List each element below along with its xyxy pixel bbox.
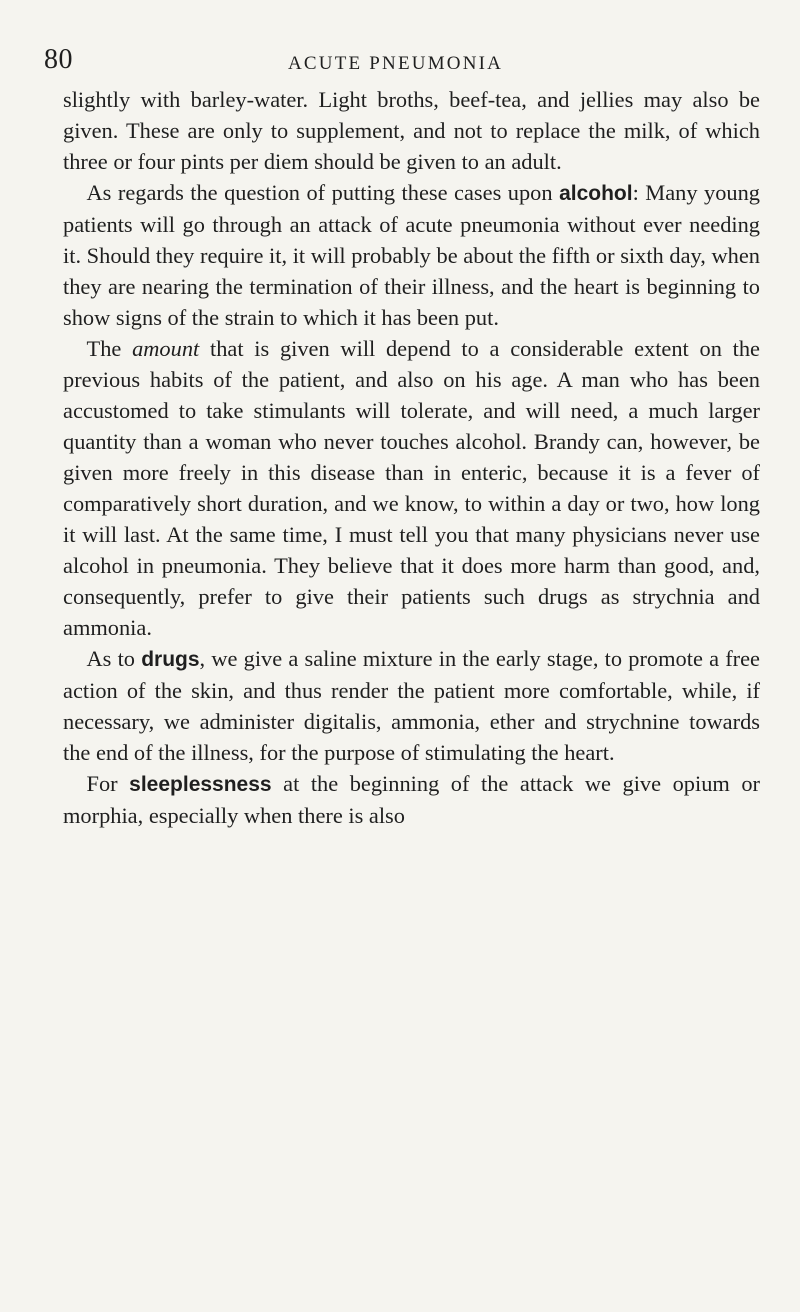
page-number: 80 bbox=[44, 44, 73, 75]
subject-heading-sleeplessness: sleeplessness bbox=[129, 773, 272, 796]
emphasis-amount: amount bbox=[132, 336, 200, 361]
paragraph-amount bbox=[63, 333, 760, 643]
paragraph-sleeplessness bbox=[63, 768, 760, 831]
paragraph-text: , we give a saline mixture in the early stage, to promote a free action of the skin, and thus render the patient more comfortable, while, if necessary, we administer digitalis, ammonia, ether and strychnine towards the end of the illness, for the purpose of stimulating the heart. bbox=[63, 646, 760, 765]
paragraph-text-intro: As regards the question of putting these cases upon bbox=[86, 180, 560, 205]
subject-heading-drugs: drugs bbox=[141, 648, 200, 671]
paragraph-drugs bbox=[63, 643, 760, 768]
paragraph-text: that is given will depend to a considerable extent on the previous habits of the patient, and also on his age. A man who has been accustomed to take stimulants will tolerate, and will need, a much larger quantity than a woman who never touches alcohol. Brandy can, however, be given more freely in this disease than in enteric, because it is a fever of comparatively short duration, and we know, to within a day or two, how long it will last. At the same time, I must tell you that many physicians never use alcohol in pneumonia. They believe that it does more harm than good, and, consequently, prefer to give their patients such drugs as strychnia and ammonia. bbox=[63, 336, 760, 640]
paragraph-text-intro: The bbox=[86, 336, 133, 361]
paragraph-text: slightly with barley-water. Light broths, beef-tea, and jellies may also be given. These are only to supplement, and not to replace the milk, of which three or four pints per diem should be given to an adult. bbox=[63, 87, 760, 174]
running-head: ACUTE PNEUMONIA bbox=[288, 53, 504, 74]
paragraph-milk-diet bbox=[63, 84, 760, 177]
paragraph-text-intro: As to bbox=[86, 646, 142, 671]
paragraph-text-intro: For bbox=[86, 771, 130, 796]
body-text bbox=[63, 84, 760, 831]
paragraph-alcohol bbox=[63, 177, 760, 333]
subject-heading-alcohol: alcohol bbox=[559, 182, 633, 205]
page-header bbox=[44, 44, 776, 84]
paragraph-text: at the beginning of the attack we give opium or morphia, especially when there is also bbox=[63, 771, 760, 828]
paragraph-text: : Many young patients will go through an attack of acute pneumonia without ever needing it. Should they require it, it will probably be about the fifth or sixth day, when they are nearing the termination of their illness, and the heart is beginning to show signs of the strain to which it has been put. bbox=[63, 180, 760, 330]
